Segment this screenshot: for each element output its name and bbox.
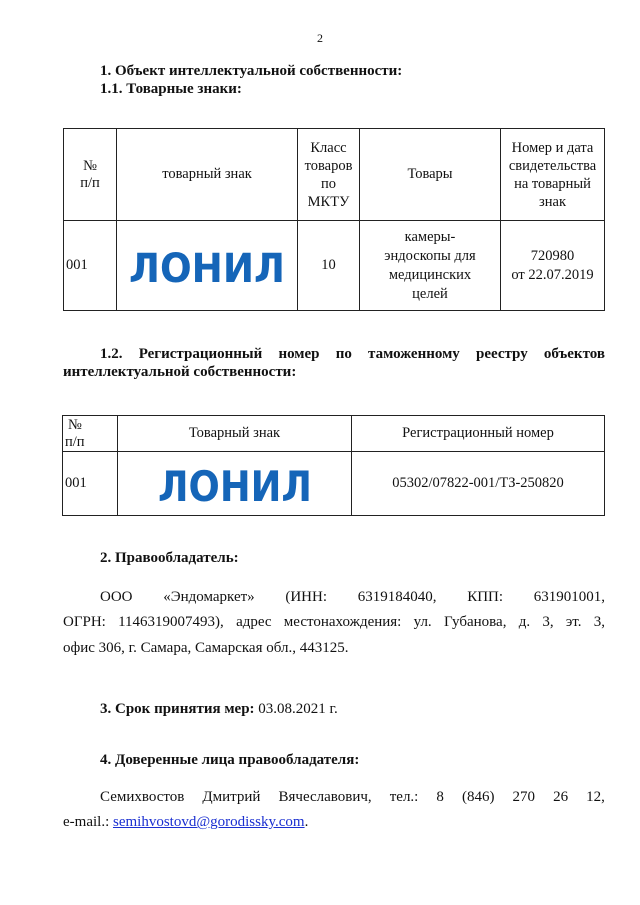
- section12-heading: 1.2. Регистрационный номер по таможенному реестру объектов: [100, 346, 605, 362]
- row-goods: камеры- эндоскопы для медицинских целей: [360, 221, 501, 311]
- lonil-logo: [127, 244, 287, 292]
- owner-line1: ООО «Эндомаркет» (ИНН: 6319184040, КПП: 631901001,: [100, 589, 605, 605]
- page-number: 2: [317, 31, 323, 45]
- header-mark: Товарный знак: [118, 416, 352, 452]
- header-mark: товарный знак: [117, 129, 298, 221]
- section12-heading-line2: интеллектуальной собственности:: [63, 364, 297, 380]
- section1-heading: 1. Объект интеллектуальной собственности:: [100, 63, 403, 79]
- row-reg: 05302/07822-001/ТЗ-250820: [352, 452, 605, 516]
- lonil-logo: [156, 461, 314, 511]
- agent-line1: Семихвостов Дмитрий Вячеславович, тел.: 8 (846) 270 26 12,: [100, 789, 605, 805]
- row-num: 001: [63, 452, 118, 516]
- row-num: 001: [64, 221, 117, 311]
- table-row: [63, 452, 605, 516]
- owner-line2: ОГРН: 1146319007493), адрес местонахождения: ул. Губанова, д. 3, эт. 3,: [63, 614, 605, 630]
- header-num: № п/п: [64, 129, 117, 221]
- row-logo-cell: [117, 221, 298, 311]
- header-goods: Товары: [360, 129, 501, 221]
- customs-table: [62, 415, 605, 516]
- header-reg: Регистрационный номер: [352, 416, 605, 452]
- section3: [100, 697, 338, 722]
- row-cert: 720980 от 22.07.2019: [501, 221, 605, 311]
- svg-text:ЛОНИЛ: ЛОНИЛ: [157, 461, 312, 511]
- table-header-row: [64, 129, 605, 221]
- section4-heading: 4. Доверенные лица правообладателя:: [100, 752, 360, 768]
- trademark-table: [63, 128, 605, 311]
- section3-heading: 3. Срок принятия мер:: [100, 701, 255, 717]
- email-link[interactable]: semihvostovd@gorodissky.com: [112, 814, 305, 830]
- email-end: .: [304, 814, 309, 830]
- section2-heading: 2. Правообладатель:: [100, 550, 239, 566]
- row-logo-cell: [118, 452, 352, 516]
- table-row: [64, 221, 605, 311]
- agent-line2: [63, 810, 308, 835]
- section11-heading: 1.1. Товарные знаки:: [100, 81, 242, 97]
- table-header-row: [63, 416, 605, 452]
- email-label: e-mail.:: [63, 814, 113, 830]
- section3-value: 03.08.2021 г.: [254, 701, 338, 717]
- header-cert: Номер и дата свидетельства на товарный знак: [501, 129, 605, 221]
- row-class: 10: [298, 221, 360, 311]
- header-class: Класс товаров по МКТУ: [298, 129, 360, 221]
- svg-text:ЛОНИЛ: ЛОНИЛ: [129, 245, 285, 292]
- header-num: № п/п: [63, 416, 118, 452]
- owner-line3: офис 306, г. Самара, Самарская обл., 443125.: [63, 640, 349, 656]
